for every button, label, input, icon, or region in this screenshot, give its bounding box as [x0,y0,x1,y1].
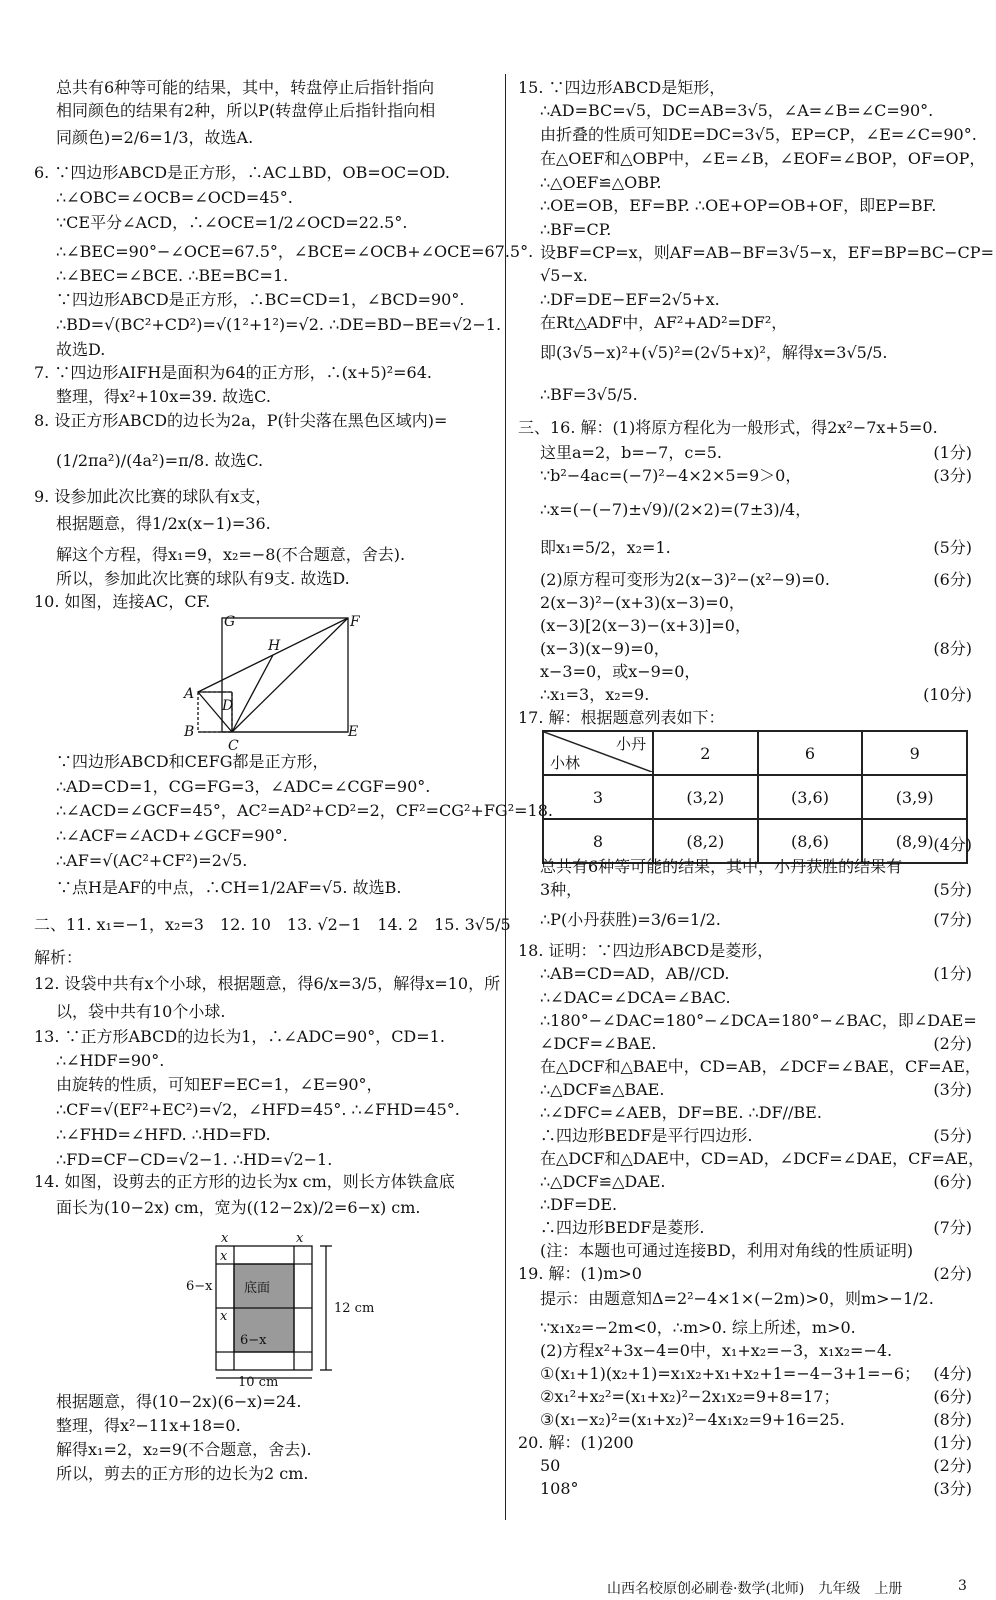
score-mark: (2分) [933,1034,972,1053]
label-F: F [350,614,360,630]
text-line: ∴CF=√(EF²+EC²)=√2，∠HFD=45°. ∴∠FHD=45°. [56,1100,460,1119]
text-line: 在△DCF和△DAE中，CD=AD，∠DCF=∠DAE，CF=AE， [540,1149,985,1168]
label-x-mid: x [220,1309,228,1324]
label-H: H [268,638,281,654]
score-mark: (5分) [933,538,972,557]
score-mark: (6分) [933,570,972,589]
text-line: ①(x₁+1)(x₂+1)=x₁x₂+x₁+x₂+1=−4−3+1=−6； [540,1364,921,1383]
table-cell: (8,6) [758,819,863,863]
score-mark: (6分) [933,1387,972,1406]
score-mark: (1分) [933,964,972,983]
score-mark: (2分) [933,1456,972,1475]
text-line: 14. 如图，设剪去的正方形的边长为x cm，则长方体铁盒底 [34,1172,455,1191]
text-line: (2)方程x²+3x−4=0中，x₁+x₂=−3，x₁x₂=−4. [540,1341,893,1360]
label-x-top-left: x [221,1231,229,1246]
table-header-left: 小林 [550,754,581,772]
text-line: ∵CE平分∠ACD，∴∠OCE=1/2∠OCD=22.5°. [56,213,408,232]
text-line: ∴∠ACD=∠GCF=45°，AC²=AD²+CD²=2，CF²=CG²+FG²=18. [56,801,553,820]
text-line: ∵点H是AF的中点，∴CH=1/2AF=√5. 故选B. [56,878,402,897]
text-line: 根据题意，得(10−2x)(6−x)=24. [56,1392,302,1411]
text-line: 这里a=2，b=−7，c=5. [540,443,722,462]
label-D: D [222,698,234,714]
text-line: (注：本题也可通过连接BD，利用对角线的性质证明) [540,1241,914,1260]
text-line: 12. 设袋中共有x个小球，根据题意，得6/x=3/5，解得x=10，所 [34,974,501,993]
score-mark: (1分) [933,1433,972,1452]
score-mark: (8分) [933,639,972,658]
score-mark: (3分) [933,466,972,485]
text-line: ∵b²−4ac=(−7)²−4×2×5=9＞0， [540,466,802,485]
text-line: 18. 证明：∵四边形ABCD是菱形， [518,941,774,960]
label-B: B [184,724,195,740]
text-line: (2)原方程可变形为2(x−3)²−(x²−9)=0. [540,570,830,589]
text-line: 三、16. 解：(1)将原方程化为一般形式，得2x²−7x+5=0. [518,418,938,437]
text-line: ∵x₁x₂=−2m<0，∴m>0. 综上所述，m>0. [540,1318,856,1337]
text-line: 108° [540,1479,579,1498]
score-mark: (8分) [933,1410,972,1429]
table-corner-cell [543,731,653,775]
score-mark: (10分) [923,685,972,704]
text-line: ∴∠OBC=∠OCB=∠OCD=45°. [56,188,293,207]
text-line: 所以，剪去的正方形的边长为2 cm. [56,1464,309,1483]
text-line: 在△DCF和△BAE中，CD=AB，∠DCF=∠BAE，CF=AE， [540,1057,981,1076]
text-line: 整理，得x²−11x+18=0. [56,1416,241,1435]
table-cell: (3,6) [758,775,863,819]
score-mark: (3分) [933,1080,972,1099]
figure-10 [178,612,378,754]
score-mark: (4分) [933,835,972,854]
label-x-top-right: x [296,1231,304,1246]
text-line: ∴DF=DE−EF=2√5+x. [540,290,720,309]
text-line: ∠DCF=∠BAE. [540,1034,657,1053]
text-line: 解析： [34,948,83,967]
text-line: 相同颜色的结果有2种，所以P(转盘停止后指针指向相 [56,101,436,120]
table-header-top: 小丹 [615,735,646,753]
text-line: ∴AD=BC=√5，DC=AB=3√5，∠A=∠B=∠C=90°. [540,101,934,120]
probability-table [542,730,968,864]
table-cell: (3,9) [862,775,967,819]
text-line: 提示：由题意知Δ=2²−4×1×(−2m)>0，则m>−1/2. [540,1289,934,1308]
label-x-corner: x [220,1249,228,1264]
text-line: 8. 设正方形ABCD的边长为2a，P(针尖落在黑色区域内)= [34,411,448,430]
text-line: ∴BF=3√5/5. [540,385,638,404]
text-line: ∴AF=√(AC²+CF²)=2√5. [56,851,248,870]
table-cell: (3,2) [653,775,758,819]
text-line: ∴DF=DE. [540,1195,618,1214]
score-mark: (5分) [933,880,972,899]
label-A: A [184,686,195,702]
text-line: ∴P(小丹获胜)=3/6=1/2. [540,910,721,929]
text-line: 由折叠的性质可知DE=DC=3√5，EP=CP，∠E=∠C=90°. [540,125,977,144]
text-line: x−3=0，或x−9=0， [540,662,701,681]
text-line: 同颜色)=2/6=1/3，故选A. [56,128,254,147]
score-mark: (7分) [933,1218,972,1237]
text-line: ∴∠DAC=∠DCA=∠BAC. [540,988,731,1007]
text-line: 9. 设参加此次比赛的球队有x支， [34,487,272,506]
text-line: 13. ∵正方形ABCD的边长为1，∴∠ADC=90°，CD=1. [34,1027,445,1046]
page-number: 3 [958,1578,967,1594]
text-line: 6. ∵四边形ABCD是正方形，∴AC⊥BD，OB=OC=OD. [34,163,450,182]
table-cell: (8,2) [653,819,758,863]
text-line: ∴△OEF≌△OBP. [540,173,662,192]
score-mark: (3分) [933,1479,972,1498]
table-row-header: 8 [543,819,653,863]
text-line: ∴∠ACF=∠ACD+∠GCF=90°. [56,826,288,845]
score-mark: (7分) [933,910,972,929]
table-cell: (8,9) [862,819,967,863]
text-line: ∴OE=OB，EF=BP. ∴OE+OP=OB+OF，即EP=BF. [540,196,937,215]
text-line: ∴四边形BEDF是菱形. [540,1218,705,1237]
text-line: 17. 解：根据题意列表如下： [518,708,725,727]
text-line: 在△OEF和△OBP中，∠E=∠B，∠EOF=∠BOP，OF=OP， [540,149,986,168]
label-E: E [348,724,359,740]
text-line: ③(x₁−x₂)²=(x₁+x₂)²−4x₁x₂=9+16=25. [540,1410,845,1429]
label-base: 底面 [244,1281,271,1296]
text-line: ∵四边形ABCD和CEFG都是正方形， [56,752,329,771]
text-line: 19. 解：(1)m>0 [518,1264,642,1283]
label-12cm: 12 cm [334,1301,375,1316]
text-line: ②x₁²+x₂²=(x₁+x₂)²−2x₁x₂=9+8=17； [540,1387,840,1406]
text-line: ∴∠HDF=90°. [56,1051,165,1070]
column-divider [505,74,506,1520]
score-mark: (1分) [933,443,972,462]
text-line: ∴x₁=3，x₂=9. [540,685,650,704]
text-line: ∴∠FHD=∠HFD. ∴HD=FD. [56,1125,271,1144]
text-line: ∵四边形ABCD是正方形，∴BC=CD=1，∠BCD=90°. [56,290,465,309]
text-line: ∴△DCF≌△DAE. [540,1172,666,1191]
score-mark: (5分) [933,1126,972,1145]
score-mark: (6分) [933,1172,972,1191]
text-line: ∴BF=CP. [540,220,612,239]
text-line: 20. 解：(1)200 [518,1433,634,1452]
text-line: 3种， [540,880,583,899]
text-line: 15. ∵四边形ABCD是矩形， [518,78,726,97]
text-line: ∴∠DFC=∠AEB，DF=BE. ∴DF//BE. [540,1103,822,1122]
text-line: 故选D. [56,340,106,359]
text-line: ∴x=(−(−7)±√9)/(2×2)=(7±3)/4， [540,500,812,519]
text-line: 总共有6种等可能的结果，其中，转盘停止后指针指向 [56,78,435,97]
footer-title: 山西名校原创必刷卷·数学(北师) 九年级 上册 [607,1581,903,1597]
text-line: 二、11. x₁=−1，x₂=3 12. 10 13. √2−1 14. 2 15. 3√5/5 [34,915,511,934]
table-col-header: 2 [653,731,758,775]
score-mark: (2分) [933,1264,972,1283]
text-line: 设BF=CP=x，则AF=AB−BF=3√5−x，EF=BP=BC−CP= [540,243,994,262]
text-line: 2(x−3)²−(x+3)(x−3)=0， [540,593,745,612]
text-line: 即(3√5−x)²+(√5)²=(2√5+x)²，解得x=3√5/5. [540,343,888,362]
text-line: 50 [540,1456,561,1475]
text-line: ∴∠BEC=90°−∠OCE=67.5°，∠BCE=∠OCB+∠OCE=67.5°. [56,242,534,261]
table-col-header: 6 [758,731,863,775]
text-line: 以，袋中共有10个小球. [56,1002,226,1021]
label-six-minus-x: 6−x [186,1279,213,1294]
label-six-minus-x-2: 6−x [240,1333,267,1348]
text-line: 总共有6种等可能的结果，其中，小丹获胜的结果有 [540,857,903,876]
label-C: C [228,738,239,754]
text-line: ∴△DCF≌△BAE. [540,1080,665,1099]
text-line: 所以，参加此次比赛的球队有9支. 故选D. [56,569,350,588]
text-line: 解这个方程，得x₁=9，x₂=−8(不合题意，舍去). [56,545,406,564]
text-line: ∴AB=CD=AD，AB//CD. [540,964,730,983]
text-line: √5−x. [540,266,588,285]
label-10cm: 10 cm [238,1375,279,1388]
text-line: 根据题意，得1/2x(x−1)=36. [56,514,271,533]
text-line: ∴∠BEC=∠BCE. ∴BE=BC=1. [56,266,289,285]
text-line: 由旋转的性质，可知EF=EC=1，∠E=90°， [56,1075,383,1094]
text-line: (1/2πa²)/(4a²)=π/8. 故选C. [56,451,264,470]
text-line: ∴AD=CD=1，CG=FG=3，∠ADC=∠CGF=90°. [56,777,431,796]
table-col-header: 9 [862,731,967,775]
text-line: ∴FD=CF−CD=√2−1. ∴HD=√2−1. [56,1150,333,1169]
text-line: 10. 如图，连接AC，CF. [34,592,211,611]
score-mark: (4分) [933,1364,972,1383]
figure-14 [186,1228,376,1388]
text-line: 解得x₁=2，x₂=9(不合题意，舍去). [56,1440,312,1459]
text-line: 整理，得x²+10x=39. 故选C. [56,387,271,406]
text-line: 即x₁=5/2，x₂=1. [540,538,671,557]
text-line: ∴BD=√(BC²+CD²)=√(1²+1²)=√2. ∴DE=BD−BE=√2−1. [56,315,502,334]
text-line: 在Rt△ADF中，AF²+AD²=DF²， [540,313,788,332]
text-line: ∴180°−∠DAC=180°−∠DCA=180°−∠BAC，即∠DAE= [540,1011,977,1030]
text-line: ∴四边形BEDF是平行四边形. [540,1126,753,1145]
table-row-header: 3 [543,775,653,819]
label-G: G [224,614,236,630]
text-line: 面长为(10−2x) cm，宽为((12−2x)/2=6−x) cm. [56,1198,421,1217]
text-line: 7. ∵四边形AIFH是面积为64的正方形，∴(x+5)²=64. [34,363,433,382]
text-line: (x−3)[2(x−3)−(x+3)]=0， [540,616,751,635]
text-line: (x−3)(x−9)=0， [540,639,670,658]
